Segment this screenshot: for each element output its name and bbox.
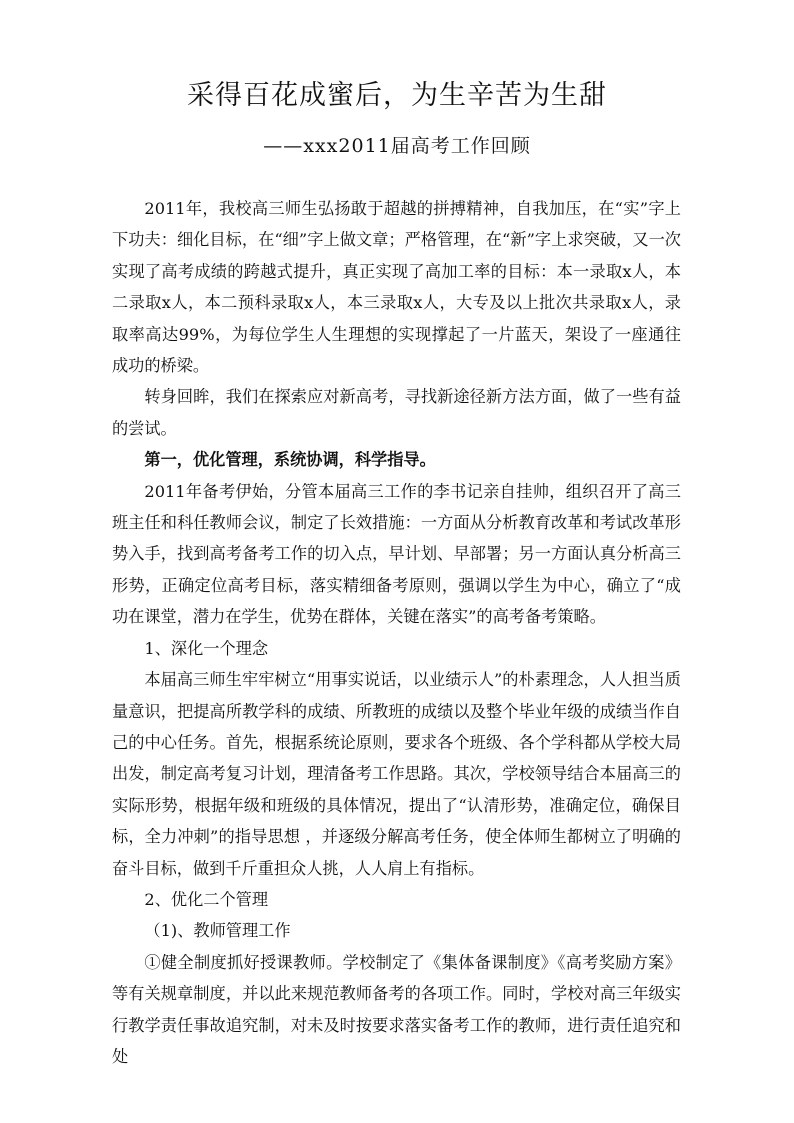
paragraph-teacher-management: ①健全制度抓好授课教师。学校制定了《集体备课制度》《高考奖励方案》等有关规章制度，并以此来规范教师备考的各项工作。同时，学校对高三年级实行教学责任事故追究制，对未及时按要求落实备考工作的教师，进行责任追究和处 [112, 952, 681, 1066]
document-subtitle: ——xxx2011届高考工作回顾 [263, 135, 531, 157]
paragraph-review: 转身回眸，我们在探索应对新高考，寻找新途径新方法方面，做了一些有益的尝试。 [112, 387, 681, 438]
paragraph-intro: 2011年，我校高三师生弘扬敢于超越的拼搏精神，自我加压，在“实”字上下功夫：细化目标，在“细”字上做文章；严格管理，在“新”字上求突破，又一次实现了高考成绩的跨越式提升，真正实现了高加工率的目标：本一录取x人，本二录取x人，本二预科录取x人，本三录取x人，大专及以上批次共录取x人，录取率高达99%，为每位学生人生理想的实现撑起了一片蓝天，架设了一座通往成功的桥梁。 [112, 199, 681, 376]
subheading-1: 1、深化一个理念 [144, 638, 269, 658]
subheading-2-1: （1)、教师管理工作 [144, 921, 291, 941]
paragraph-concept: 本届高三师生牢牢树立“用事实说话，以业绩示人”的朴素理念，人人担当质量意识，把提高所教学科的成绩、所教班的成绩以及整个毕业年级的成绩当作自己的中心任务。首先，根据系统论原则，要求各个班级、各个学科都从学校大局出发，制定高考复习计划，理清备考工作思路。其次，学校领导结合本届高三的实际形势，根据年级和班级的具体情况，提出了“认清形势，准确定位，确保目标，全力冲刺”的指导思想 ，并逐级分解高考任务，使全体师生都树立了明确的奋斗目标，做到千斤重担众人挑，人人肩上有指标。 [112, 670, 681, 878]
document-body [112, 193, 681, 1072]
subheading-2: 2、优化二个管理 [144, 889, 269, 909]
section-heading-1: 第一，优化管理，系统协调，科学指导。 [144, 450, 436, 470]
document-title: 采得百花成蜜后，为生辛苦为生甜 [187, 80, 607, 111]
paragraph-section-1: 2011年备考伊始，分管本届高三工作的李书记亲自挂帅，组织召开了高三班主任和科任教师会议，制定了长效措施：一方面从分析教育改革和考试改革形势入手，找到高考备考工作的切入点，早计划、早部署；另一方面认真分析高三形势，正确定位高考目标，落实精细备考原则，强调以学生为中心，确立了“成功在课堂，潜力在学生，优势在群体，关键在落实”的高考备考策略。 [112, 481, 681, 627]
